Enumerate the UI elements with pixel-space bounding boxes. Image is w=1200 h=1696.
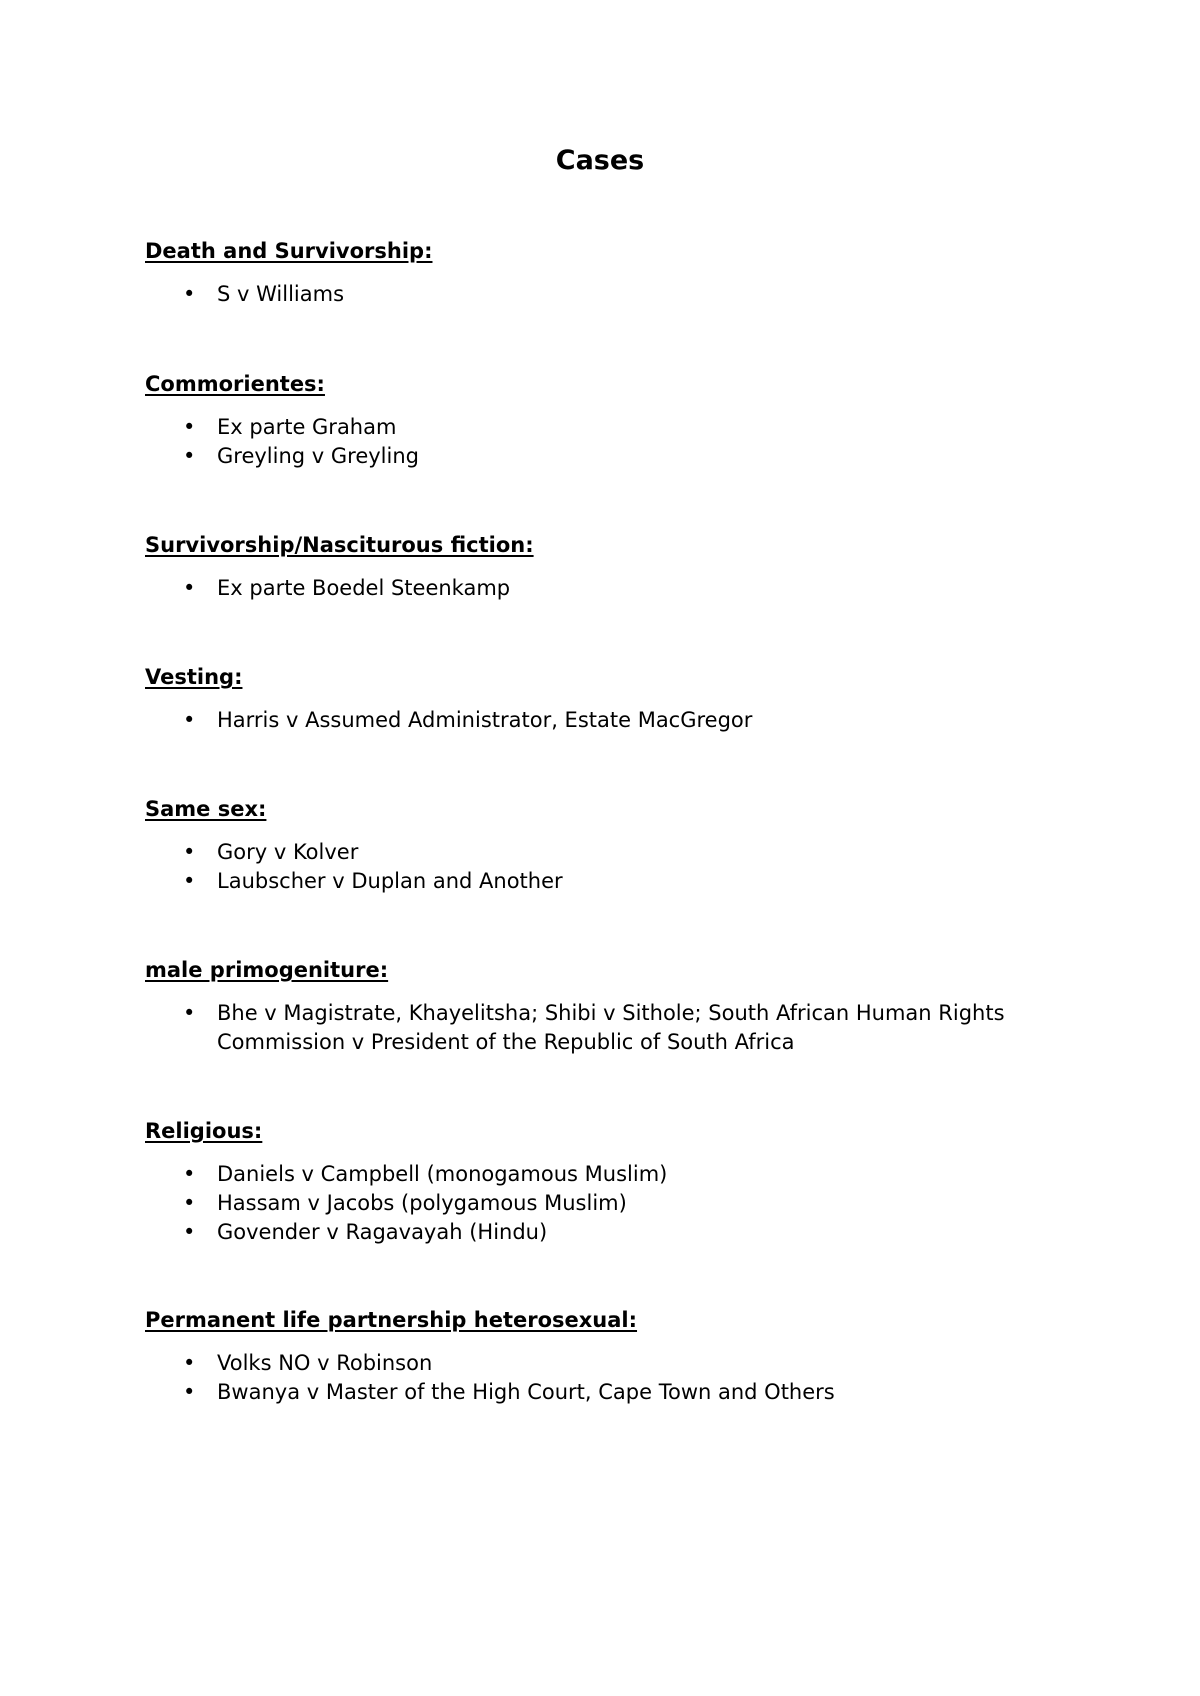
section-heading: Commorientes:: [145, 372, 325, 396]
section-male-primogeniture: [145, 957, 1075, 1057]
list-item: [145, 574, 1075, 603]
list-item: [145, 1218, 1075, 1247]
bullet-icon: •: [183, 576, 196, 600]
bullet-icon: •: [183, 1191, 196, 1215]
case-name: Gory v Kolver: [217, 840, 359, 864]
section-death-and-survivorship: [145, 238, 1075, 309]
case-name: Govender v Ragavayah (Hindu): [217, 1220, 548, 1244]
bullet-icon: •: [183, 1220, 196, 1244]
case-name: S v Williams: [217, 282, 345, 306]
case-name: Ex parte Graham: [217, 415, 397, 439]
case-list: [145, 1160, 1075, 1247]
case-list: [145, 999, 1075, 1057]
bullet-icon: •: [183, 708, 196, 732]
section-same-sex: [145, 796, 1075, 896]
case-name: Ex parte Boedel Steenkamp: [217, 576, 511, 600]
list-item: [145, 1160, 1075, 1189]
case-name: Bhe v Magistrate, Khayelitsha; Shibi v Sithole; South African Human Rights Commission v President of the Republic of South Africa: [217, 1001, 1005, 1054]
bullet-icon: •: [183, 282, 196, 306]
bullet-icon: •: [183, 1351, 196, 1375]
case-list: [145, 706, 1075, 735]
case-name: Greyling v Greyling: [217, 444, 419, 468]
section-heading: Survivorship/Nasciturous fiction:: [145, 533, 534, 557]
section-religious: [145, 1118, 1075, 1247]
bullet-icon: •: [183, 869, 196, 893]
section-heading: male primogeniture:: [145, 958, 389, 982]
case-list: [145, 574, 1075, 603]
bullet-icon: •: [183, 415, 196, 439]
list-item: [145, 838, 1075, 867]
case-name: Volks NO v Robinson: [217, 1351, 433, 1375]
case-name: Laubscher v Duplan and Another: [217, 869, 563, 893]
bullet-icon: •: [183, 1380, 196, 1404]
section-heading: Same sex:: [145, 797, 267, 821]
list-item: [145, 706, 1075, 735]
section-heading: Permanent life partnership heterosexual:: [145, 1308, 638, 1332]
list-item: [145, 280, 1075, 309]
list-item: [145, 1349, 1075, 1378]
list-item: [145, 867, 1075, 896]
list-item: [145, 413, 1075, 442]
section-commorientes: [145, 371, 1075, 471]
section-survivorship-nasciturous-fiction: [145, 532, 1075, 603]
bullet-icon: •: [183, 444, 196, 468]
case-name: Daniels v Campbell (monogamous Muslim): [217, 1162, 668, 1186]
case-name: Harris v Assumed Administrator, Estate MacGregor: [217, 708, 753, 732]
list-item: [145, 1378, 1075, 1407]
case-name: Bwanya v Master of the High Court, Cape Town and Others: [217, 1380, 835, 1404]
list-item: [145, 999, 1075, 1057]
section-heading: Vesting:: [145, 665, 243, 689]
case-name: Hassam v Jacobs (polygamous Muslim): [217, 1191, 627, 1215]
document-title: Cases: [555, 145, 645, 176]
bullet-icon: •: [183, 840, 196, 864]
bullet-icon: •: [183, 1162, 196, 1186]
list-item: [145, 442, 1075, 471]
section-vesting: [145, 664, 1075, 735]
section-permanent-life-partnership-heterosexual: [145, 1307, 1075, 1407]
section-heading: Death and Survivorship:: [145, 239, 433, 263]
list-item: [145, 1189, 1075, 1218]
case-list: [145, 838, 1075, 896]
case-list: [145, 413, 1075, 471]
case-list: [145, 280, 1075, 309]
bullet-icon: •: [183, 1001, 196, 1025]
section-heading: Religious:: [145, 1119, 263, 1143]
case-list: [145, 1349, 1075, 1407]
